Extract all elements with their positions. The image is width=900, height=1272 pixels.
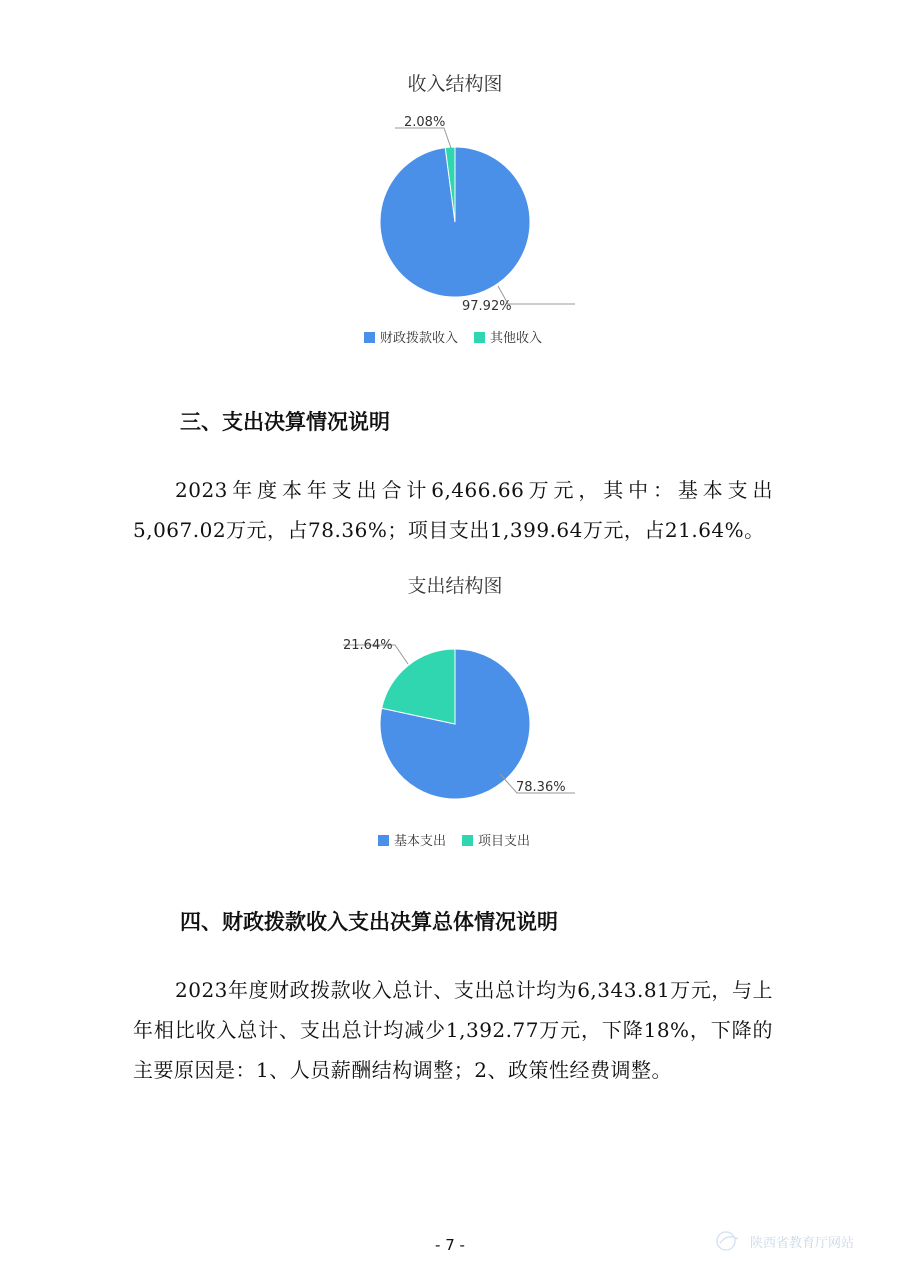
site-watermark [714, 1226, 894, 1256]
fiscal-paragraph: 2023年度财政拨款收入总计、支出总计均为6,343.81万元，与上年相比收入总计、支出总计均减少1,392.77万元，下降18%，下降的主要原因是：1、人员薪酬结构调整；2、政策性经费调整。 [133, 978, 773, 1082]
income-structure-chart [0, 60, 900, 360]
expense-label-project: 21.64% [343, 638, 393, 653]
expense-legend-basic: 基本支出 [394, 834, 447, 849]
income-legend [364, 330, 542, 346]
expense-structure-chart [0, 560, 900, 860]
expense-legend-swatch-basic [378, 835, 389, 846]
income-legend-other: 其他收入 [490, 331, 543, 346]
page-number: - 7 - [435, 1236, 465, 1254]
section-heading-expense: 三、支出决算情况说明 [180, 410, 390, 434]
expense-legend-project: 项目支出 [478, 834, 531, 849]
expense-chart-svg [0, 560, 900, 860]
expense-legend-swatch-project [462, 835, 473, 846]
section-heading-fiscal: 四、财政拨款收入支出决算总体情况说明 [180, 910, 558, 934]
watermark-logo-icon [714, 1229, 744, 1253]
expense-chart-title: 支出结构图 [407, 575, 503, 597]
income-label-line-other [395, 128, 451, 148]
income-legend-swatch-other [474, 332, 485, 343]
income-label-main: 97.92% [462, 299, 512, 314]
expense-label-main: 78.36% [516, 780, 566, 795]
income-legend-fiscal: 财政拨款收入 [380, 331, 459, 346]
income-legend-swatch-fiscal [364, 332, 375, 343]
income-label-other: 2.08% [404, 115, 446, 130]
income-chart-svg [0, 60, 900, 360]
expense-paragraph: 2023年度本年支出合计6,466.66万元，其中：基本支出5,067.02万元，占78.36%；项目支出1,399.64万元，占21.64%。 [133, 478, 773, 542]
expense-legend [378, 833, 530, 849]
watermark-text: 陕西省教育厅网站 [750, 1235, 855, 1251]
income-chart-title: 收入结构图 [407, 73, 503, 95]
